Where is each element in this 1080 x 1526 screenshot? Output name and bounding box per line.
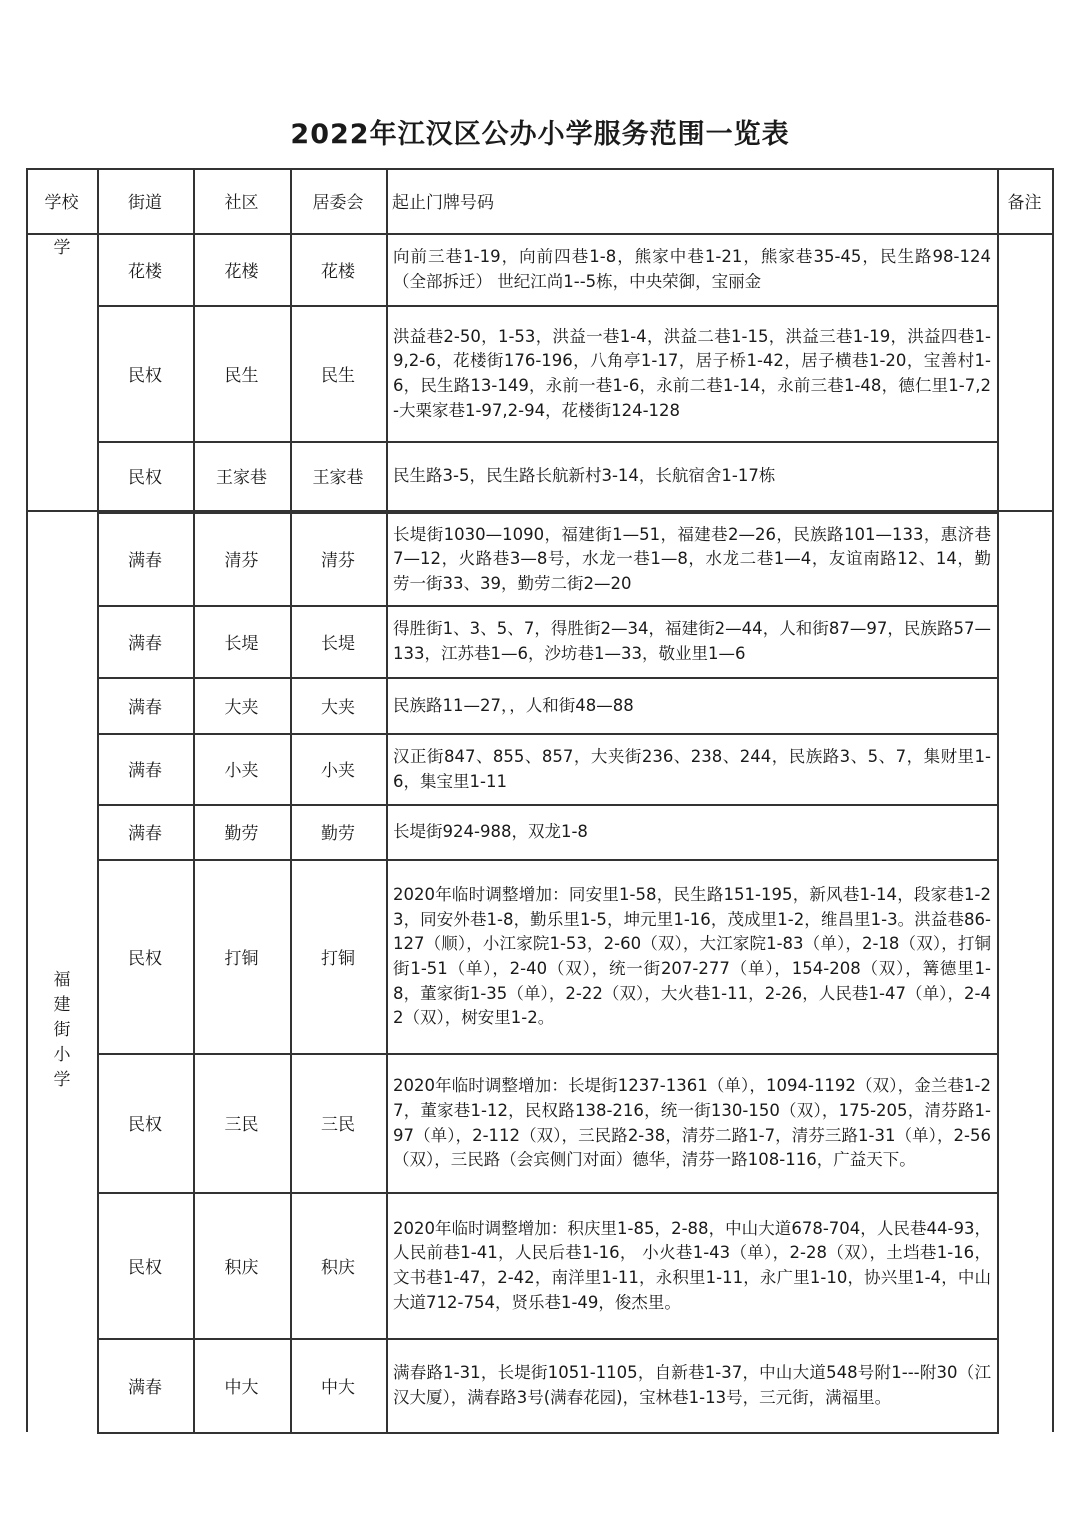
cell-numbers: 民生路3-5，民生路长航新村3-14，长航宿舍1-17栋: [393, 466, 776, 486]
cell-community: 三民: [224, 1115, 259, 1135]
cell-community: 大夹: [224, 697, 259, 718]
cell-committee: 长堤: [321, 633, 355, 654]
page-title: 2022年江汉区公办小学服务范围一览表: [290, 119, 790, 150]
table-border: [997, 233, 999, 307]
table-border: [26, 510, 99, 512]
header-committee: 居委会: [312, 193, 364, 213]
header-community: 社区: [224, 193, 259, 213]
cell-community: 清芬: [224, 551, 259, 571]
cell-community: 打铜: [224, 948, 259, 969]
cell-committee: 中大: [321, 1377, 355, 1398]
cell-community: 勤劳: [224, 824, 259, 844]
cell-street: 花楼: [128, 261, 162, 282]
header-school: 学校: [44, 193, 79, 213]
cell-numbers: 2020年临时调整增加：长堤街1237-1361（单），1094-1192（双），金兰巷1-27，董家巷1-12，民权路138-216，统一街130-150（双），175-205，清芬路1-97（单），2-112（双），三民路2-38，清芬二路1-7，清芬三路1-31（单），2-56（双），三民路（会宾侧门对面）德华，清芬一路108-116，广益天下。: [393, 1076, 991, 1170]
cell-committee: 三民: [321, 1115, 355, 1135]
cell-committee: 大夹: [321, 697, 355, 718]
cell-committee: 打铜: [321, 948, 355, 969]
cell-community: 长堤: [224, 633, 259, 654]
cell-numbers: 汉正街847、855、857，大夹街236、238、244，民族路3、5、7，集财里1-6，集宝里1-11: [393, 746, 991, 791]
cell-community: 积庆: [224, 1257, 259, 1278]
cell-committee: 清芬: [321, 551, 355, 571]
table-border: [997, 510, 1054, 512]
cell-street: 满春: [128, 551, 162, 571]
cell-street: 民权: [128, 1257, 162, 1278]
cell-street: 民权: [128, 1115, 162, 1135]
cell-numbers: 长堤街1030—1090，福建街1—51，福建巷2—26，民族路101—133，惠济巷7—12，火路巷3—8号，水龙一巷1—8，水龙二巷1—4，友谊南路12、14，勤劳一街33、39，勤劳二街2—20: [393, 524, 991, 593]
cell-street: 满春: [128, 761, 162, 781]
cell-numbers: 洪益巷2-50，1-53，洪益一巷1-4，洪益二巷1-15，洪益三巷1-19，洪益四巷1-9,2-6，花楼街176-196，八角亭1-17，居子桥1-42，居子横巷1-20，宝善村1-6，民生路13-149，永前一巷1-6，永前二巷1-14，永前三巷1-48，德仁里1-7,2-大栗家巷1-97,2-94，花楼街124-128: [393, 326, 991, 420]
cell-numbers: 得胜街1、3、5、7，得胜街2—34，福建街2—44，人和街87—97，民族路57—133，江苏巷1—6，沙坊巷1—33，敬业里1—6: [393, 619, 991, 663]
table-border: [997, 441, 999, 512]
cell-street: 满春: [128, 633, 162, 654]
cell-community: 小夹: [224, 761, 259, 781]
cell-street: 满春: [128, 824, 162, 844]
cell-numbers: 民族路11—27，，人和街48—88: [393, 695, 634, 715]
cell-committee: 民生: [321, 365, 355, 386]
cell-street: 满春: [128, 697, 162, 718]
cell-committee: 王家巷: [312, 468, 364, 488]
cell-committee: 勤劳: [321, 824, 355, 844]
cell-street: 民权: [128, 948, 162, 969]
cell-numbers: 2020年临时调整增加：积庆里1-85，2-88，中山大道678-704，人民巷44-93，人民前巷1-41，人民后巷1-16， 小火巷1-43（单），2-28（双），土垱巷1-16， 文书巷1-47，2-42，南洋里1-11，永积里1-11，永广里1-10，协兴里1-4，中山大道712-754，贤乐巷1-49，俊杰里。: [393, 1218, 991, 1312]
cell-street: 民权: [128, 365, 162, 386]
cell-community: 民生: [224, 365, 259, 386]
cell-numbers: 满春路1-31，长堤街1051-1105，自新巷1-37，中山大道548号附1---附30（江汉大厦），满春路3号(满春花园)，宝林巷1-13号，三元街，满福里。: [393, 1363, 991, 1407]
cell-community: 王家巷: [216, 468, 267, 488]
table-border: [997, 605, 999, 679]
cell-committee: 积庆: [321, 1257, 355, 1278]
cell-community: 中大: [224, 1377, 259, 1398]
table-border: [997, 733, 999, 806]
cell-numbers: 向前三巷1-19，向前四巷1-8，熊家中巷1-21，熊家巷35-45，民生路98-124（全部拆迁） 世纪江尚1--5栋，中央荣御，宝丽金: [393, 247, 991, 291]
table-border: [997, 1053, 999, 1194]
cell-community: 花楼: [224, 261, 259, 282]
cell-committee: 花楼: [321, 261, 355, 282]
cell-street: 民权: [128, 468, 162, 488]
table-border: [997, 305, 999, 443]
table-border: [97, 1432, 999, 1434]
cell-committee: 小夹: [321, 761, 355, 781]
table-border: [1052, 168, 1054, 235]
cell-street: 满春: [128, 1377, 162, 1398]
table-border: [997, 804, 999, 861]
school-name-fragment: 学: [53, 238, 71, 258]
table-border: [1052, 233, 1054, 1432]
table-border: [997, 1192, 999, 1340]
header-numbers: 起止门牌号码: [392, 193, 494, 213]
school-name: 福建街小学: [53, 970, 71, 1090]
cell-numbers: 长堤街924-988，双龙1-8: [393, 822, 588, 842]
header-street: 街道: [128, 193, 162, 213]
header-remarks: 备注: [1007, 193, 1042, 213]
table-border: [997, 677, 999, 735]
table-border: [997, 859, 999, 1055]
cell-numbers: 2020年临时调整增加：同安里1-58，民生路151-195，新风巷1-14，段家巷1-23，同安外巷1-8，勤乐里1-5，坤元里1-16，茂成里1-2，维昌里1-3。洪益巷86-127（顺），小江家院1-53，2-60（双），大江家院1-83（单），2-18（双），打铜街1-51（单），2-40（双），统一街207-277（单），154-208（双），篝德里1-8，董家街1-35（单），2-22（双），大火巷1-11，2-26，人民巷1-47（单），2-42（双），树安里1-2。: [393, 885, 991, 1028]
table-border: [26, 233, 28, 1432]
table-border: [997, 1338, 999, 1434]
table-border: [997, 512, 999, 607]
